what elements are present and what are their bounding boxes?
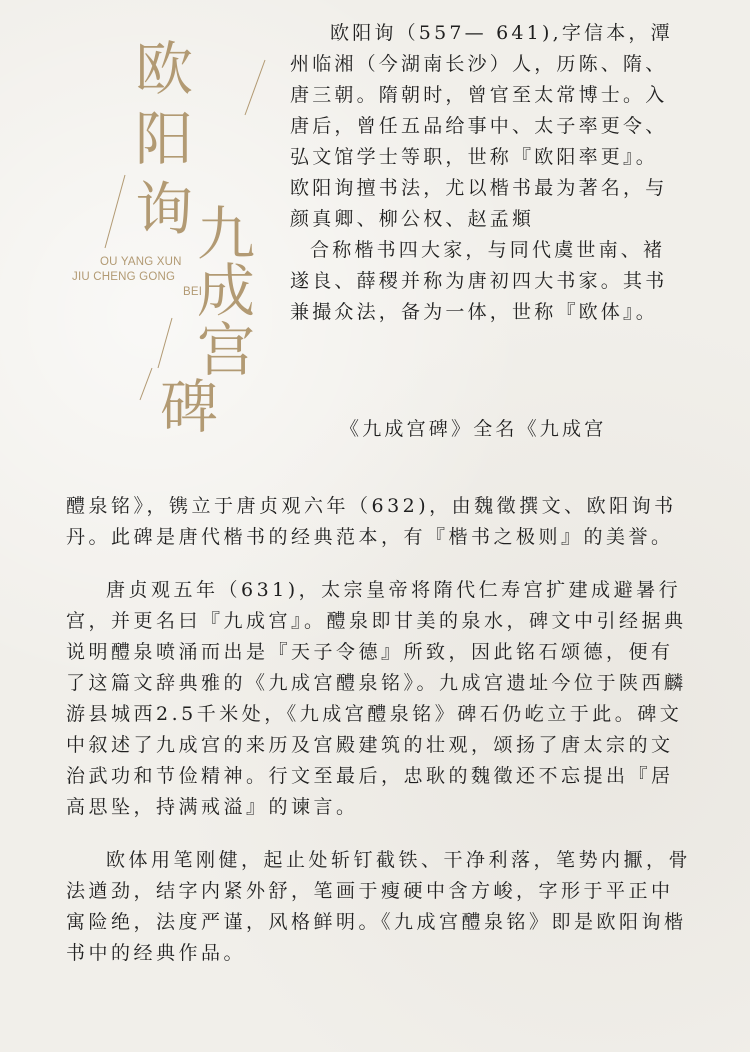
deco-line-4 bbox=[140, 368, 152, 400]
english-title-line-2: JIU CHENG GONG bbox=[72, 271, 176, 283]
body-text bbox=[66, 491, 691, 991]
deco-line-3 bbox=[158, 318, 172, 368]
title-char-4: 九 bbox=[197, 200, 256, 268]
body-paragraph-2: 唐贞观五年（631)，太宗皇帝将隋代仁寿宫扩建成避暑行宫，并更名曰『九成宫』。醴泉即甘美的泉水，碑文中引经据典说明醴泉喷涌而出是『天子令德』所致，因此铭石颂德，便有了这篇文辞典雅的《九成宫醴泉铭》。九成宫遗址今位于陕西麟游县城西2.5千米处，《九成宫醴泉铭》碑石仍屹立于此。碑文中叙述了九成宫的来历及宫殿建筑的壮观，颂扬了唐太宗的文治武功和节俭精神。行文至最后，忠耿的魏徵还不忘提出『居高思坠，持满戒溢』的谏言。 bbox=[66, 579, 687, 818]
intro-block bbox=[290, 18, 680, 328]
english-title-line-3: BEI bbox=[183, 286, 203, 298]
deco-line-2 bbox=[245, 60, 265, 115]
title-char-1: 欧 bbox=[135, 35, 194, 103]
body-paragraph-1: 醴泉铭》，镌立于唐贞观六年（632)，由魏徵撰文、欧阳询书丹。此碑是唐代楷书的经典范本，有『楷书之极则』的美誉。 bbox=[66, 495, 677, 548]
title-char-2: 阳 bbox=[135, 105, 194, 173]
deco-line-1 bbox=[105, 175, 125, 248]
title-char-7: 碑 bbox=[160, 373, 219, 441]
intro-paragraph: 欧阳询（557— 641),字信本，潭州临湘（今湖南长沙）人，历陈、隋、唐三朝。隋朝时，曾官至太常博士。入唐后，曾任五品给事中、太子率更令、弘文馆学士等职，世称『欧阳率更』。欧阳询擅书法，尤以楷书最为著名，与颜真卿、柳公权、赵孟頫 bbox=[290, 22, 673, 230]
title-char-3: 询 bbox=[135, 175, 194, 243]
intro-paragraph-2: 合称楷书四大家，与同代虞世南、褚遂良、薛稷并称为唐初四大书家。其书兼撮众法，备为一体，世称『欧体』。 bbox=[290, 239, 668, 323]
title-char-6: 宫 bbox=[197, 316, 256, 384]
intro-lead: 《九成宫碑》全名《九成宫 bbox=[340, 418, 607, 440]
english-title-line-1: OU YANG XUN bbox=[100, 256, 182, 268]
body-paragraph-3: 欧体用笔刚健，起止处斩钉截铁、干净利落，笔势内擫，骨法遒劲，结字内紧外舒，笔画于瘦硬中含方峻，字形于平正中寓险绝，法度严谨，风格鲜明。《九成宫醴泉铭》即是欧阳询楷书中的经典作品。 bbox=[66, 849, 692, 964]
title-char-5: 成 bbox=[197, 257, 256, 325]
